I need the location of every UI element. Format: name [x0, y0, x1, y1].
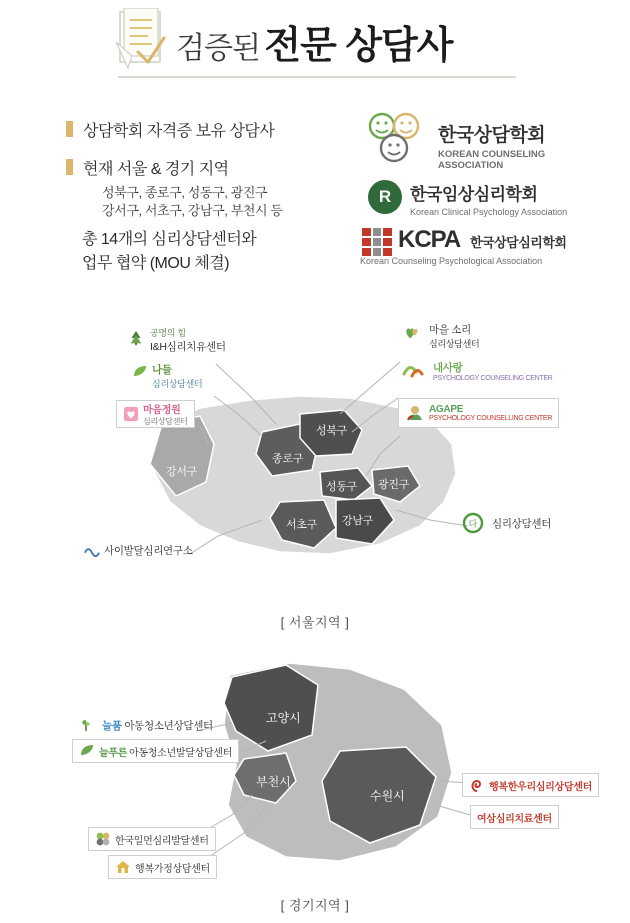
seoul-map-graphic	[0, 304, 630, 604]
label-jongno: 종로구	[272, 453, 303, 465]
label-gangnam: 강남구	[342, 515, 373, 527]
seoul-center-right-1-line1: 마을 소리	[429, 324, 471, 336]
seoul-center-right-1	[404, 322, 479, 350]
seoul-center-right-3	[398, 398, 559, 428]
wave-icon	[84, 542, 100, 558]
pine-tree-icon	[128, 330, 144, 346]
seoul-center-left-1-line1: 공명의 힘	[150, 328, 186, 338]
label-suwon: 수원시	[370, 789, 405, 803]
label-seongbuk: 성북구	[316, 425, 347, 437]
gyeonggi-center-left-1	[78, 717, 213, 733]
gyeonggi-center-right-1	[462, 773, 599, 797]
title-bold: 전문 상담사	[264, 25, 453, 67]
gyeonggi-center-right-2	[470, 805, 559, 829]
house-icon	[115, 859, 131, 875]
circle-r-badge-icon: R	[368, 180, 402, 214]
seoul-map-caption: [ 서울지역 ]	[280, 615, 350, 630]
bullet-marker-icon	[66, 121, 73, 137]
seoul-center-left-2-line2: 심리상담센터	[152, 379, 203, 389]
seoul-center-left-2-line1: 나들	[152, 364, 172, 376]
seoul-center-right-2-line2: PSYCHOLOGY COUNSELING CENTER	[433, 375, 553, 382]
header	[0, 0, 630, 96]
intro-mou	[82, 228, 256, 276]
logo-kcpa-en: Korean Counseling Psychological Association	[360, 256, 543, 266]
gyeonggi-center-left-4	[108, 855, 217, 879]
association-logos	[352, 112, 602, 270]
logo-kcp	[352, 178, 602, 220]
document-checklist-icon	[108, 8, 174, 70]
seoul-center-right-2-line1: 내사랑	[433, 362, 463, 374]
seoul-center-right-4-line2: 심리상담센터	[492, 517, 552, 530]
logo-kca-text	[438, 120, 602, 171]
green-leaf-icon	[79, 743, 95, 759]
hands-flower-icon	[405, 403, 425, 423]
kcpa-grid-icon	[362, 228, 392, 256]
gyeonggi-center-left-1-line2: 아동청소년상담센터	[124, 719, 213, 732]
green-circle-icon	[462, 512, 484, 534]
logo-kcpa-word: KCPA	[398, 226, 461, 253]
label-gwangjin: 광진구	[378, 479, 409, 491]
svg-text:다: 다	[468, 519, 478, 529]
seoul-center-right-3-line1: AGAPE	[429, 404, 464, 415]
label-bucheon: 부천시	[256, 775, 291, 789]
gyeonggi-center-left-1-line1: 늘품	[102, 719, 122, 732]
gyeonggi-center-left-2-line2: 아동청소년발달상담센터	[129, 747, 233, 759]
logo-kcp-text	[410, 180, 567, 217]
swirl-icon	[469, 777, 485, 793]
gyeonggi-map-section	[0, 655, 630, 923]
intro-mou-line-2: 업무 협약 (MOU 체결)	[82, 255, 230, 272]
intro-bullet-2-text: 현재 서울 & 경기 지역	[83, 161, 229, 178]
seoul-center-left-1-line2: I&H심리치유센터	[150, 341, 226, 353]
intro-sub-line-2: 강서구, 서초구, 강남구, 부천시 등	[102, 203, 283, 218]
gyeonggi-center-right-1-line1: 행복한우리심리상담센터	[489, 781, 592, 793]
header-divider	[118, 76, 516, 78]
seoul-center-left-4-line1: 사이발달심리연구소	[104, 544, 193, 557]
label-goyang: 고양시	[266, 711, 301, 725]
intro-sub-line-1: 성북구, 종로구, 성동구, 광진구	[102, 185, 268, 200]
intro-bullet-1-text: 상담학회 자격증 보유 상담사	[83, 123, 275, 140]
four-petal-icon	[95, 831, 111, 847]
seoul-center-left-3	[116, 400, 195, 428]
title-light: 검증된	[176, 32, 260, 65]
seoul-center-right-3-line2: PSYCHOLOGY COUNSELLING CENTER	[429, 415, 553, 422]
logo-kcpa-ko: 한국상담심리학회	[470, 235, 567, 250]
gyeonggi-map-caption: [ 경기지역 ]	[280, 898, 350, 913]
gyeonggi-center-left-3	[88, 827, 216, 851]
logo-kcp-ko: 한국임상심리학회	[410, 185, 538, 204]
logo-kcp-en: Korean Clinical Psychology Association	[410, 207, 568, 217]
seoul-center-left-1	[128, 326, 226, 354]
gyeonggi-center-left-4-line1: 행복가정상담센터	[135, 863, 210, 875]
intro-mou-line-1: 총 14개의 심리상담센터와	[82, 231, 257, 248]
two-hearts-icon	[404, 325, 420, 341]
label-seocho: 서초구	[286, 519, 317, 531]
three-smiling-faces-icon	[360, 112, 432, 170]
bullet-marker-icon	[66, 159, 73, 175]
seoul-center-right-2	[402, 360, 552, 382]
seoul-center-left-3-line2: 심리상담센터	[143, 417, 188, 426]
seoul-center-right-4	[462, 512, 551, 534]
gyeonggi-center-left-2	[72, 739, 239, 763]
brush-stroke-icon	[402, 360, 424, 380]
seoul-center-left-3-line1: 마음정원	[143, 405, 181, 416]
intro-bullet-2	[66, 156, 229, 179]
logo-kca-ko: 한국상담학회	[438, 125, 546, 146]
sprout-icon	[78, 717, 94, 733]
gyeonggi-center-left-3-line1: 한국일먼심리발달센터	[115, 835, 209, 847]
seoul-center-left-2	[132, 362, 202, 390]
heart-stamp-icon	[123, 406, 139, 422]
gyeonggi-center-right-2-line1: 여삼심리치료센터	[477, 813, 552, 825]
page-title	[176, 14, 453, 69]
logo-kcpa	[352, 226, 602, 270]
logo-kca-en: KOREAN COUNSELING ASSOCIATION	[438, 149, 546, 171]
intro-sub-lines	[102, 184, 283, 220]
intro-bullet-1	[66, 118, 274, 141]
seoul-center-left-4	[84, 542, 193, 558]
leaf-icon	[132, 364, 148, 380]
label-seongdong: 성동구	[326, 481, 357, 493]
seoul-center-right-1-line2: 심리상담센터	[429, 339, 480, 349]
label-gangseo: 강서구	[166, 466, 197, 478]
logo-kca	[352, 112, 602, 174]
gyeonggi-center-left-2-line1: 늘푸른	[99, 747, 128, 759]
seoul-map-section	[0, 304, 630, 640]
